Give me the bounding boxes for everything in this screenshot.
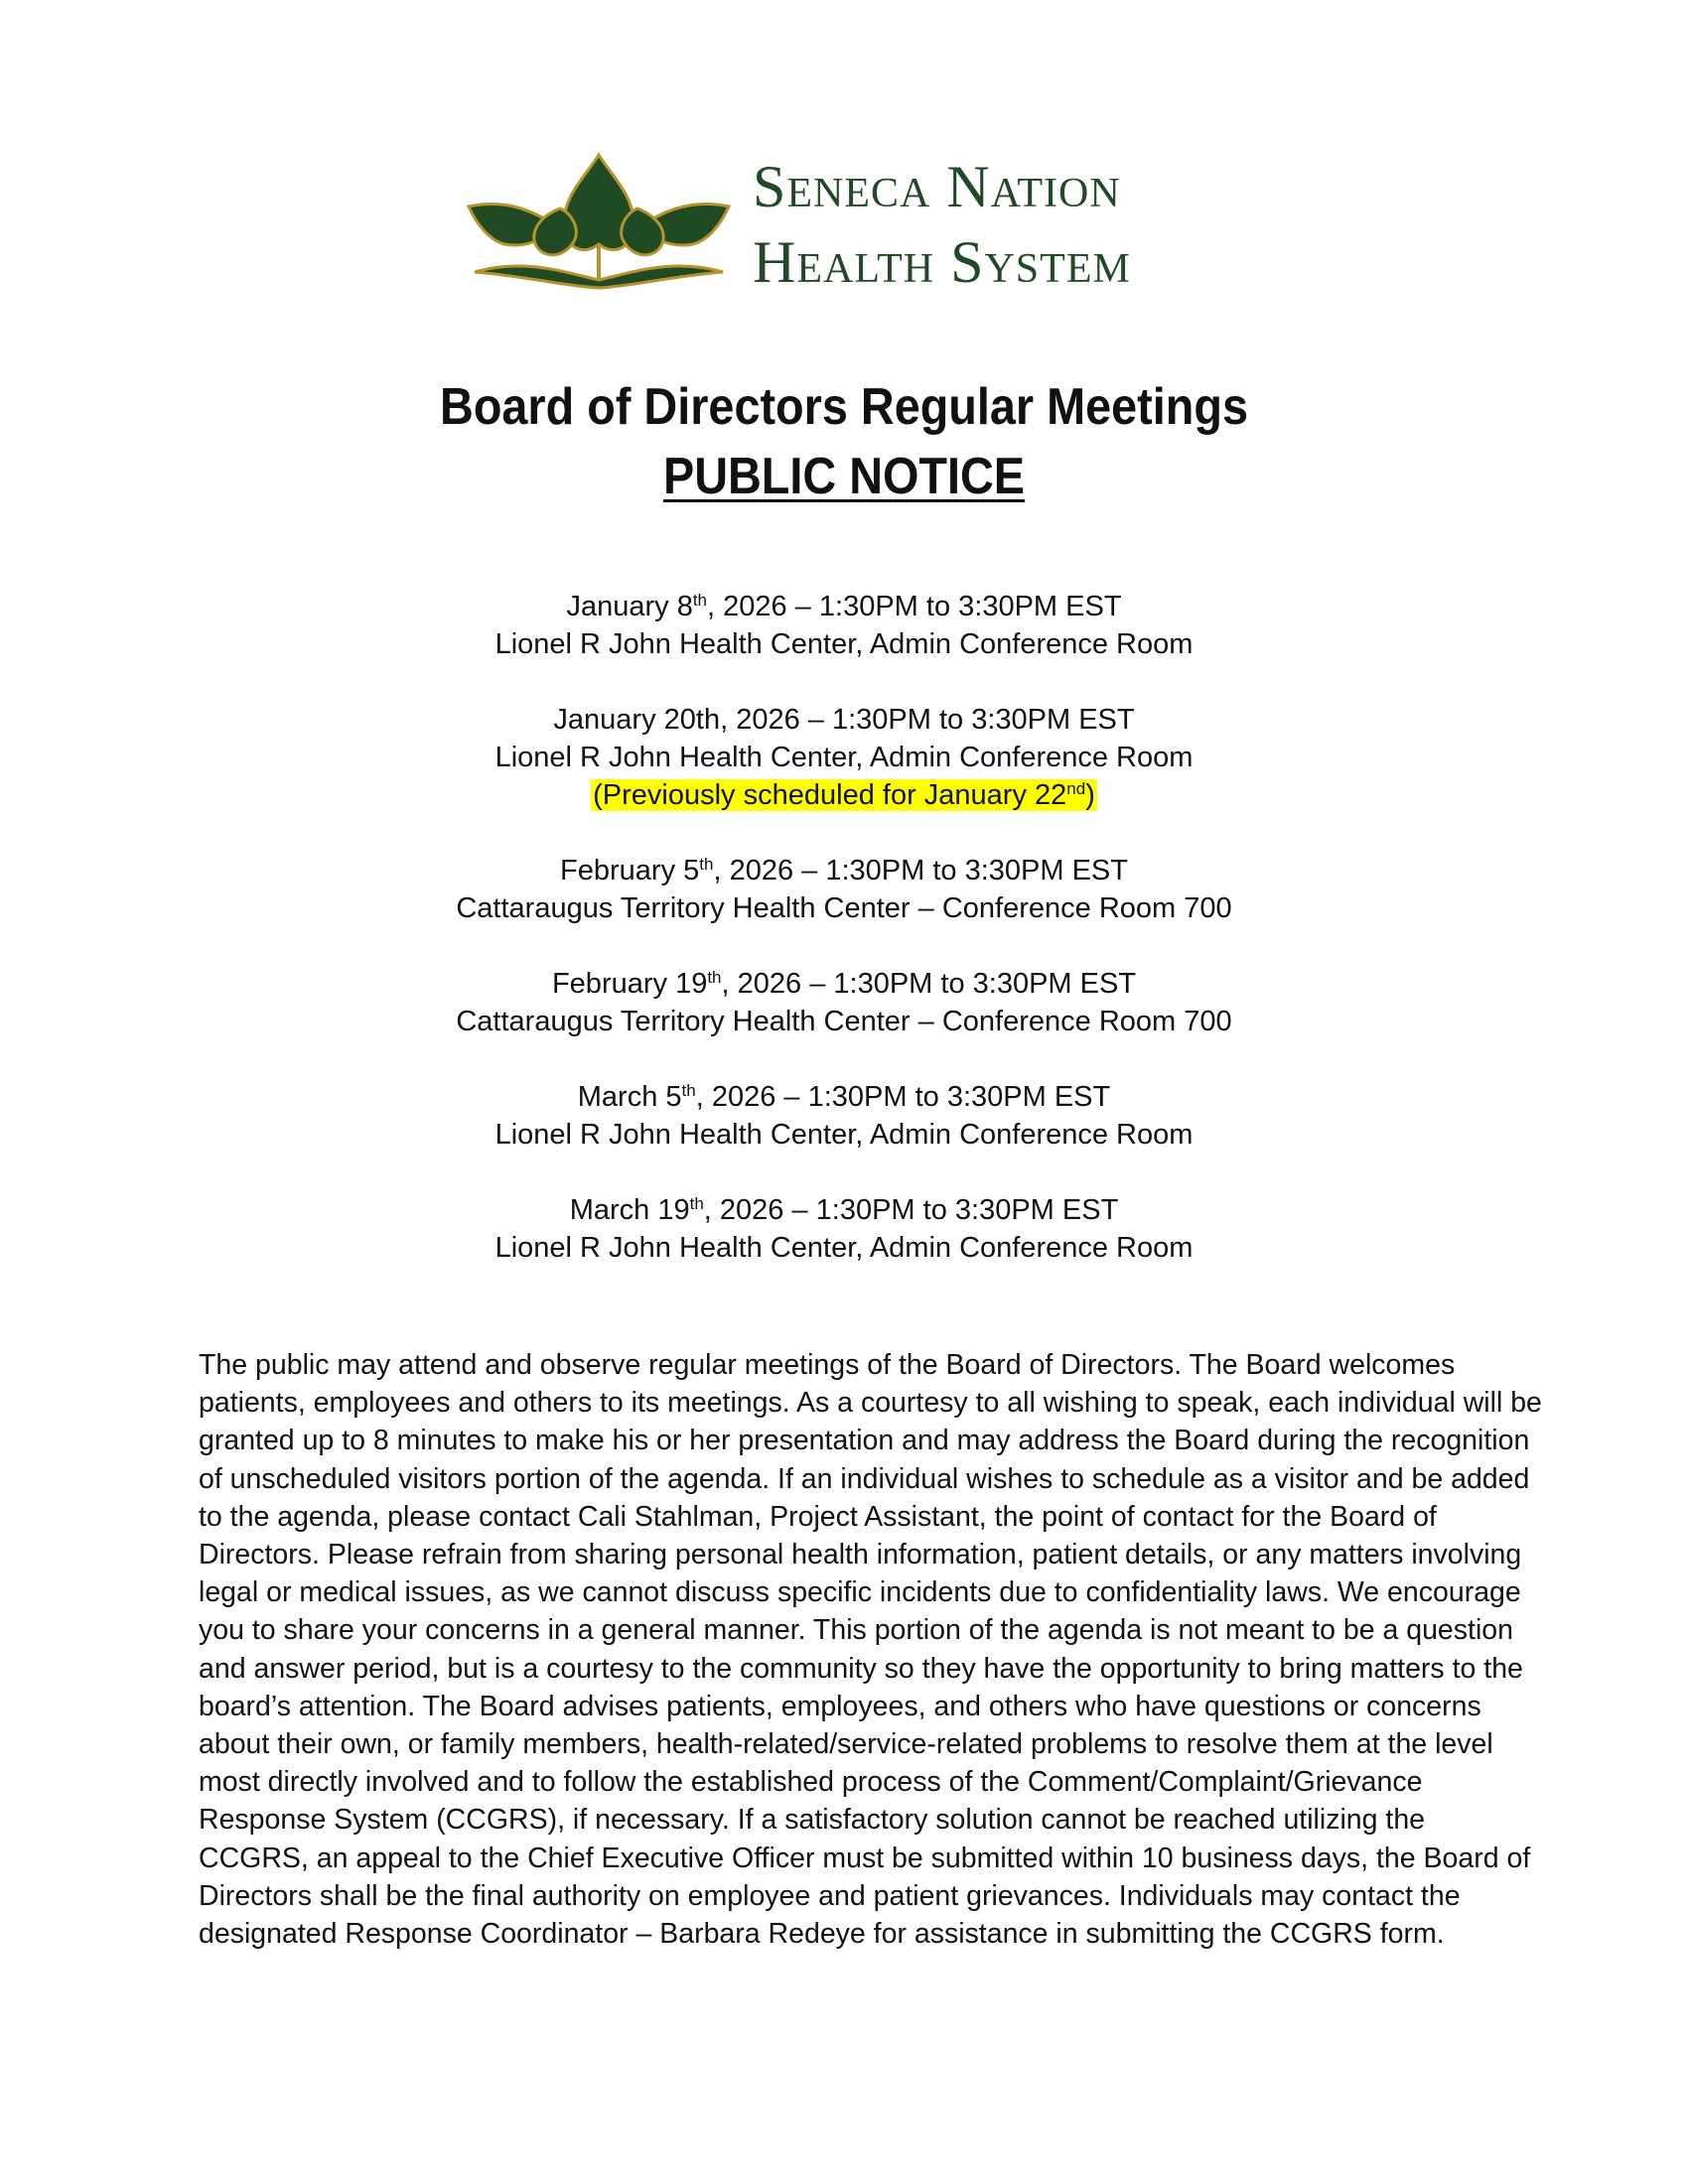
- meeting-date: February 19th, 2026 – 1:30PM to 3:30PM EST: [551, 968, 1137, 1000]
- paragraph-line: most directly involved and to follow the established process of the Comment/Complaint/Grievance: [199, 1766, 1423, 1799]
- paragraph-line: to the agenda, please contact Cali Stahlman, Project Assistant, the point of contact for the Board of: [199, 1500, 1437, 1533]
- paragraph-line: Response System (CCGRS), if necessary. If a satisfactory solution cannot be reached utilizing the: [199, 1804, 1426, 1837]
- paragraph-line: Directors. Please refrain from sharing personal health information, patient details, or any matters involving: [199, 1539, 1522, 1571]
- meeting-entry: [0, 588, 1688, 663]
- meeting-location: Cattaraugus Territory Health Center – Conference Room 700: [456, 1006, 1232, 1037]
- logo-text-line2: Health System: [753, 229, 1131, 295]
- meeting-entry: [0, 852, 1688, 927]
- meeting-location: Lionel R John Health Center, Admin Conference Room: [494, 742, 1194, 773]
- leaf-emblem-icon: [465, 149, 733, 298]
- paragraph-line: designated Response Coordinator – Barbara Redeye for assistance in submitting the CCGRS form.: [199, 1918, 1445, 1951]
- meeting-schedule: [0, 588, 1688, 1304]
- meeting-entry: [0, 1078, 1688, 1154]
- paragraph-line: Directors shall be the final authority on employee and patient grievances. Individuals may contact the: [199, 1879, 1461, 1912]
- meeting-reschedule-note: (Previously scheduled for January 22nd): [593, 779, 1095, 811]
- meeting-entry: [0, 1191, 1688, 1267]
- paragraph-line: The public may attend and observe regular meetings of the Board of Directors. The Board welcomes: [199, 1349, 1456, 1381]
- meeting-entry: [0, 701, 1688, 814]
- paragraph-line: about their own, or family members, health-related/service-related problems to resolve them at the level: [199, 1728, 1493, 1761]
- meeting-location: Lionel R John Health Center, Admin Conference Room: [494, 1119, 1194, 1151]
- paragraph-line: patients, employees and others to its meetings. As a courtesy to all wishing to speak, each individual will be: [199, 1387, 1542, 1420]
- meeting-location: Lionel R John Health Center, Admin Conference Room: [494, 628, 1194, 660]
- meeting-location: Lionel R John Health Center, Admin Conference Room: [494, 1232, 1194, 1264]
- paragraph-line: of unscheduled visitors portion of the agenda. If an individual wishes to schedule as a visitor and be added: [199, 1462, 1530, 1495]
- logo-text-line1: Seneca Nation: [753, 154, 1121, 219]
- meeting-date: March 19th, 2026 – 1:30PM to 3:30PM EST: [569, 1194, 1119, 1226]
- meeting-date: February 5th, 2026 – 1:30PM to 3:30PM EST: [560, 855, 1128, 887]
- page-subtitle: [84, 447, 1604, 506]
- meeting-date: January 20th, 2026 – 1:30PM to 3:30PM EST: [553, 704, 1135, 736]
- page-title: Board of Directors Regular Meetings: [440, 378, 1248, 436]
- paragraph-line: and answer period, but is a courtesy to the community so they have the opportunity to bring matters to the: [199, 1652, 1523, 1685]
- paragraph-line: granted up to 8 minutes to make his or her presentation and may address the Board during the recognition: [199, 1425, 1530, 1457]
- public-notice-paragraph: [199, 1346, 1542, 1953]
- organization-logo: [465, 149, 1239, 298]
- paragraph-line: CCGRS, an appeal to the Chief Executive Officer must be submitted within 10 business days, the Board of: [199, 1842, 1531, 1874]
- public-notice-heading: PUBLIC NOTICE: [662, 448, 1025, 505]
- paragraph-line: board’s attention. The Board advises patients, employees, and others who have questions or concerns: [199, 1690, 1481, 1722]
- meeting-date: January 8th, 2026 – 1:30PM to 3:30PM EST: [566, 591, 1122, 622]
- paragraph-line: legal or medical issues, as we cannot discuss specific incidents due to confidentiality laws. We encourage: [199, 1576, 1521, 1609]
- meeting-location: Cattaraugus Territory Health Center – Conference Room 700: [456, 892, 1232, 924]
- paragraph-line: you to share your concerns in a general manner. This portion of the agenda is not meant to be a question: [199, 1614, 1513, 1647]
- meeting-entry: [0, 965, 1688, 1040]
- meeting-date: March 5th, 2026 – 1:30PM to 3:30PM EST: [577, 1081, 1111, 1113]
